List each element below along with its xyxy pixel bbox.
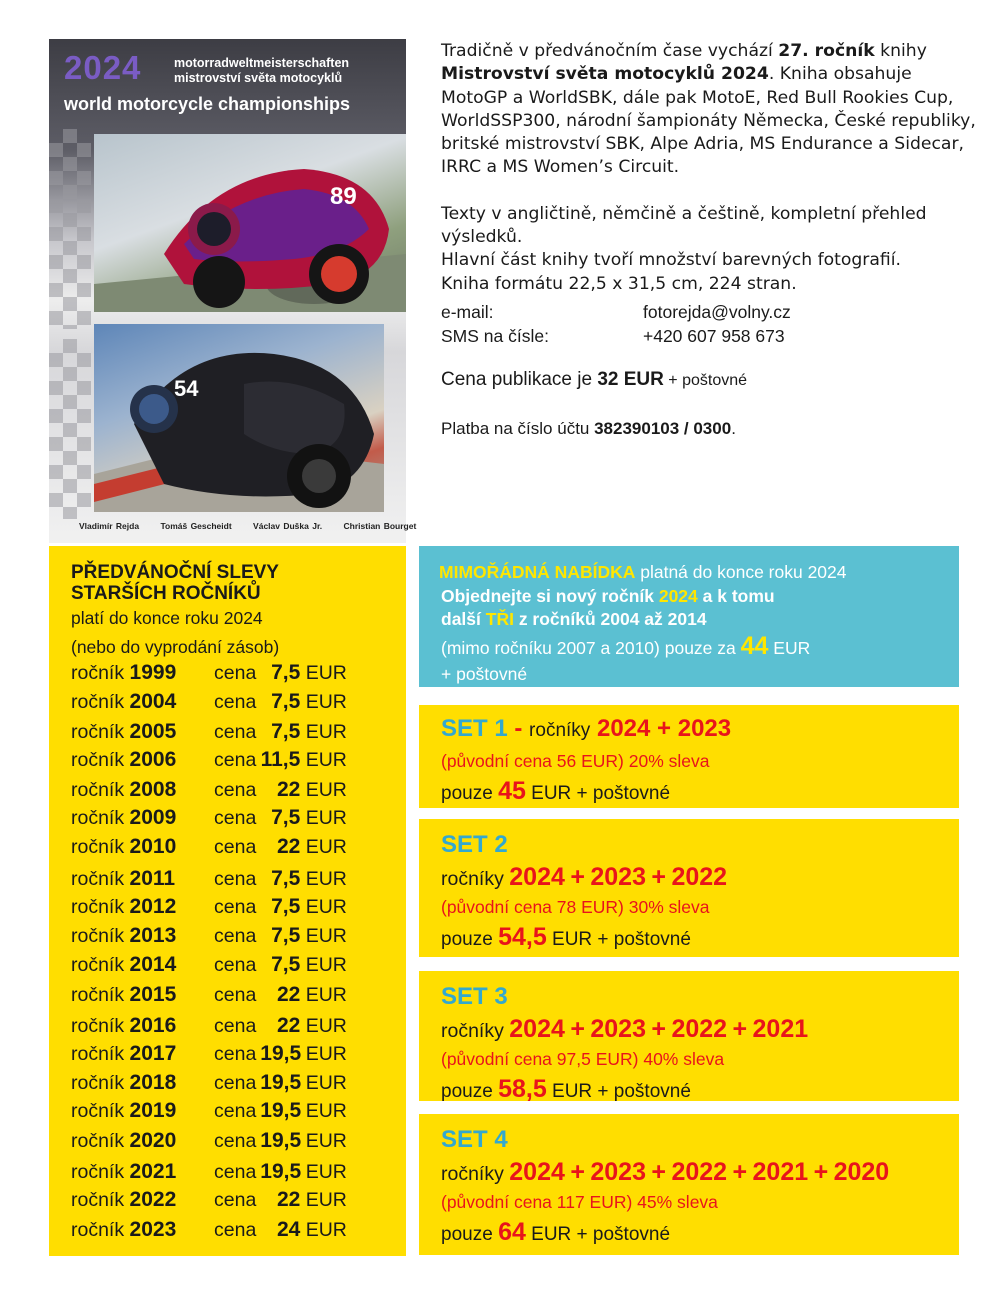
price-value: 19,5 [260, 1071, 302, 1094]
offer-line: Objednejte si nový ročník 2024 a k tomu [441, 586, 775, 606]
discount-row [71, 690, 391, 714]
currency: EUR [305, 691, 347, 713]
set-year: 2022 [671, 1015, 728, 1043]
year-value: 2019 [129, 1099, 177, 1122]
year-label: ročník [71, 925, 125, 947]
year-value: 2016 [129, 1014, 177, 1037]
price-label: cena [214, 721, 257, 743]
currency: EUR [305, 1015, 347, 1037]
price-label: cena [214, 807, 257, 829]
discount-row [71, 1099, 391, 1123]
set-original-price: (původní cena 78 EUR) 30% sleva [441, 897, 710, 917]
set-offer-2 [419, 819, 959, 957]
price-value: 22 [276, 983, 301, 1006]
discount-row [71, 924, 391, 948]
price-value: 7,5 [271, 661, 301, 684]
price-value: 7,5 [271, 690, 301, 713]
set-year: 2023 [590, 863, 646, 891]
discount-row [71, 1160, 391, 1184]
year-value: 2021 [129, 1160, 177, 1183]
year-value: 2004 [129, 690, 177, 713]
price-label: cena [214, 1043, 257, 1065]
set-year: 2024 [509, 1015, 565, 1043]
discount-list [49, 546, 406, 1256]
set-original-price: (původní cena 117 EUR) 45% sleva [441, 1192, 718, 1212]
currency: EUR [305, 779, 347, 801]
currency: EUR [305, 1100, 347, 1122]
year-value: 2015 [129, 983, 177, 1006]
year-label: ročník [71, 691, 125, 713]
currency: EUR [305, 836, 347, 858]
year-label: ročník [71, 749, 125, 771]
author-name: Tomáš Gescheidt [160, 521, 232, 531]
year-value: 2022 [129, 1188, 177, 1211]
cover-subtitle-czech: mistrovství světa motocyklů [174, 71, 343, 85]
year-value: 2006 [129, 748, 177, 771]
email-label: e-mail: [441, 302, 494, 322]
discount-validity: platí do konce roku 2024 [71, 608, 263, 628]
price-value: 7,5 [271, 720, 301, 743]
description-paragraph: Tradičně v předvánočním čase vychází 27. ročník knihy Mistrovství světa motocyklů 2024. Kniha obsahuje MotoGP a WorldSBK, dále pak MotoE, Red Bull Rookies Cup, WorldSSP300, národní šampionáty Německa, České republiky, britské mistrovství SBK, Alpe Adria, MS Endurance a Sidecar, IRRC a MS Women’s Circuit. [441, 41, 976, 178]
discount-row [71, 835, 391, 859]
currency: EUR [305, 749, 347, 771]
year-label: ročník [71, 836, 125, 858]
year-value: 2009 [129, 806, 177, 829]
price-value: 19,5 [260, 1042, 302, 1065]
year-value: 2013 [129, 924, 177, 947]
set-price: pouze 45 EUR + poštovné [441, 777, 671, 805]
price-value: 19,5 [260, 1160, 302, 1183]
sms-number: +420 607 958 673 [643, 326, 785, 346]
set-price: pouze 58,5 EUR + poštovné [441, 1075, 691, 1103]
year-label: ročník [71, 1015, 125, 1037]
year-label: ročník [71, 1130, 125, 1152]
author-name: Christian Bourget [343, 521, 417, 531]
price-value: 22 [276, 1014, 301, 1037]
motorcycle-illustration [94, 324, 384, 512]
currency: EUR [305, 954, 347, 976]
price-value: 7,5 [271, 895, 301, 918]
publication-price: Cena publikace je 32 EUR + poštovné [441, 369, 748, 390]
book-description [441, 40, 981, 296]
discount-row [71, 1188, 391, 1212]
price-label: cena [214, 749, 257, 771]
set-offer-3 [419, 971, 959, 1101]
price-value: 19,5 [260, 1129, 302, 1152]
discount-row [71, 983, 391, 1007]
price-value: 22 [276, 1188, 301, 1211]
cover-photo-motogp [94, 134, 406, 312]
price-value: 11,5 [260, 748, 301, 771]
price-value: 19,5 [260, 1099, 302, 1122]
set-year: 2024 [509, 1158, 565, 1186]
year-value: 1999 [129, 661, 177, 684]
discount-row [71, 867, 391, 891]
discount-row [71, 1071, 391, 1095]
motorcycle-illustration [94, 134, 406, 312]
discount-row [71, 895, 391, 919]
set-year: 2022 [671, 863, 728, 891]
year-label: ročník [71, 662, 125, 684]
discount-row [71, 778, 391, 802]
year-label: ročník [71, 984, 125, 1006]
year-value: 2023 [129, 1218, 177, 1241]
price-label: cena [214, 925, 257, 947]
year-label: ročník [71, 868, 125, 890]
cover-year: 2024 [64, 49, 142, 86]
year-value: 2005 [129, 720, 177, 743]
price-label: cena [214, 896, 257, 918]
set-year: 2021 [752, 1158, 809, 1186]
year-label: ročník [71, 896, 125, 918]
currency: EUR [305, 1043, 347, 1065]
sms-label: SMS na čísle: [441, 326, 549, 346]
price-label: cena [214, 1130, 257, 1152]
year-label: ročník [71, 1219, 125, 1241]
currency: EUR [305, 1219, 347, 1241]
price-label: cena [214, 691, 257, 713]
set-title: SET 3 [441, 983, 508, 1010]
set-title: SET 1 - ročníky 2024 + 2023 [441, 715, 732, 742]
currency: EUR [305, 807, 347, 829]
set-price: pouze 54,5 EUR + poštovné [441, 923, 691, 951]
discount-title: PŘEDVÁNOČNÍ SLEVY STARŠÍCH ROČNÍKŮ [71, 562, 279, 604]
year-value: 2017 [129, 1042, 177, 1065]
set-year: 2024 [596, 715, 651, 742]
offer-postage: + poštovné [441, 664, 528, 684]
set-year: 2020 [833, 1158, 890, 1186]
languages-note: Texty v angličtině, němčině a češtině, kompletní přehled výsledků. [441, 203, 927, 248]
book-cover [49, 39, 417, 543]
discount-row [71, 720, 391, 744]
discount-row [71, 748, 391, 772]
set-offer-4 [419, 1114, 959, 1255]
offer-line: další TŘI z ročníků 2004 až 2014 [441, 609, 707, 629]
format-note: Kniha formátu 22,5 x 31,5 cm, 224 stran. [441, 273, 797, 294]
bike-number: 89 [330, 183, 357, 210]
set-title: SET 2 [441, 831, 508, 858]
discount-row [71, 1042, 391, 1066]
cover-title: world motorcycle championships [64, 94, 351, 114]
year-value: 2008 [129, 778, 177, 801]
set-year: 2023 [590, 1158, 646, 1186]
price-label: cena [214, 984, 257, 1006]
price-label: cena [214, 836, 257, 858]
currency: EUR [305, 984, 347, 1006]
checkered-pattern [49, 129, 91, 329]
price-label: cena [214, 1015, 257, 1037]
price-value: 7,5 [271, 924, 301, 947]
price-label: cena [214, 954, 257, 976]
year-value: 2011 [129, 867, 176, 890]
price-label: cena [214, 779, 257, 801]
discount-row [71, 1014, 391, 1038]
special-offer [419, 546, 959, 687]
set-year: 2021 [752, 1015, 809, 1043]
year-value: 2018 [129, 1071, 177, 1094]
discount-row [71, 806, 391, 830]
cover-authors [79, 521, 434, 531]
set-title: SET 4 [441, 1126, 508, 1153]
price-label: cena [214, 662, 257, 684]
set-original-price: (původní cena 97,5 EUR) 40% sleva [441, 1049, 725, 1069]
year-label: ročník [71, 779, 125, 801]
price-value: 22 [276, 835, 301, 858]
payment-account: Platba na číslo účtu 382390103 / 0300. [441, 419, 736, 438]
set-years: ročníky 2024 + 2023 + 2022 + 2021 + 2020 [441, 1158, 890, 1186]
price-label: cena [214, 1072, 257, 1094]
email-row [441, 300, 981, 324]
currency: EUR [305, 896, 347, 918]
year-label: ročník [71, 954, 125, 976]
set-year: 2024 [509, 863, 565, 891]
year-value: 2020 [129, 1129, 177, 1152]
currency: EUR [305, 1130, 347, 1152]
price-value: 22 [276, 778, 301, 801]
discount-note: (nebo do vyprodání zásob) [71, 637, 280, 657]
discount-row [71, 953, 391, 977]
price-label: cena [214, 1189, 257, 1211]
price-label: cena [214, 1161, 257, 1183]
price-value: 7,5 [271, 867, 301, 890]
photos-note: Hlavní část knihy tvoří množství barevných fotografií. [441, 250, 901, 271]
price-label: cena [214, 868, 257, 890]
set-year: 2023 [677, 715, 732, 742]
year-value: 2014 [129, 953, 177, 976]
currency: EUR [305, 721, 347, 743]
discount-row [71, 1129, 391, 1153]
year-label: ročník [71, 1161, 125, 1183]
email-link[interactable]: fotorejda@volny.cz [643, 302, 791, 322]
discount-row [71, 661, 391, 685]
year-value: 2010 [129, 835, 177, 858]
price-label: cena [214, 1219, 257, 1241]
checkered-pattern [49, 339, 91, 519]
price-value: 24 [276, 1218, 301, 1241]
offer-price: (mimo ročníku 2007 a 2010) pouze za 44 EUR [441, 632, 811, 660]
author-name: Vladimír Rejda [79, 521, 140, 531]
currency: EUR [305, 868, 347, 890]
year-label: ročník [71, 1043, 125, 1065]
bike-number: 54 [174, 376, 199, 401]
set-years: ročníky 2024 + 2023 + 2022 + 2021 [441, 1015, 809, 1043]
currency: EUR [305, 1189, 347, 1211]
set-price: pouze 64 EUR + poštovné [441, 1218, 671, 1246]
set-original-price: (původní cena 56 EUR) 20% sleva [441, 751, 710, 771]
currency: EUR [305, 925, 347, 947]
sms-row [441, 324, 981, 348]
year-label: ročník [71, 721, 125, 743]
year-value: 2012 [129, 895, 177, 918]
year-label: ročník [71, 1189, 125, 1211]
currency: EUR [305, 1161, 347, 1183]
price-value: 7,5 [271, 806, 301, 829]
cover-subtitle-german: motorradweltmeisterschaften [174, 56, 350, 70]
year-label: ročník [71, 1100, 125, 1122]
year-label: ročník [71, 807, 125, 829]
contact-block [441, 300, 981, 348]
offer-heading: MIMOŘÁDNÁ NABÍDKA platná do konce roku 2024 [439, 562, 847, 582]
set-year: 2022 [671, 1158, 728, 1186]
currency: EUR [305, 662, 347, 684]
currency: EUR [305, 1072, 347, 1094]
price-value: 7,5 [271, 953, 301, 976]
cover-photo-superbike [94, 324, 384, 512]
author-name: Václav Duška Jr. [253, 521, 323, 531]
set-year: 2023 [590, 1015, 646, 1043]
price-label: cena [214, 1100, 257, 1122]
set-years: ročníky 2024 + 2023 + 2022 [441, 863, 728, 891]
discount-row [71, 1218, 391, 1242]
year-label: ročník [71, 1072, 125, 1094]
set-offer-1 [419, 705, 959, 808]
